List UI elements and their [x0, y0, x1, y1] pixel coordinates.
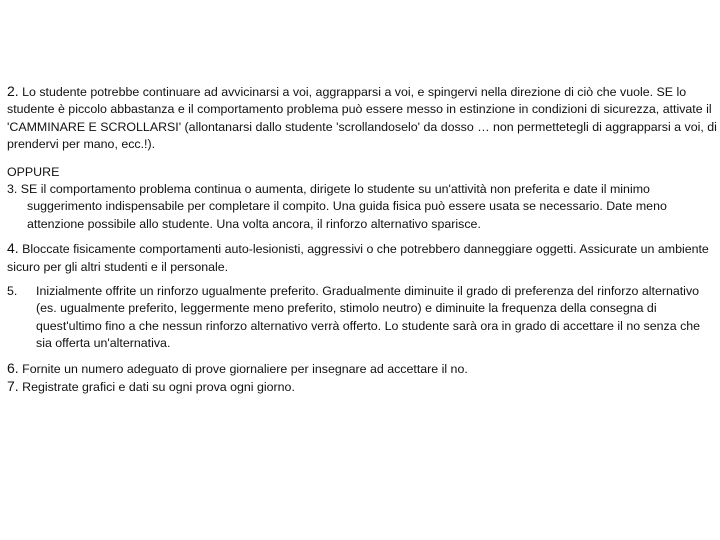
paragraph-5-number: 5.: [7, 284, 18, 299]
spacer: [7, 353, 717, 360]
oppure-label: OPPURE: [7, 164, 60, 179]
paragraph-4: [7, 240, 717, 276]
document-body: [7, 83, 717, 397]
paragraph-2: [7, 83, 717, 154]
spacer: [7, 276, 717, 283]
paragraph-2-number: 2.: [7, 83, 19, 99]
paragraph-6-text: Fornite un numero adeguato di prove giornaliere per insegnare ad accettare il no.: [18, 361, 468, 376]
paragraph-5: [7, 283, 717, 353]
paragraph-4-number: 4.: [7, 240, 19, 257]
paragraph-7-number: 7.: [7, 378, 19, 395]
spacer: [7, 154, 717, 164]
paragraph-7-text: Registrate grafici e dati su ogni prova ogni giorno.: [18, 380, 295, 395]
paragraph-3: 3. SE il comportamento problema continua o aumenta, dirigete lo studente su un'attività non preferita e date il minimo suggerimento indispensabile per completare il compito. Una guida fisica può essere usata se necessario. Date meno attenzione possibile allo studente. Una volta ancora, il rinforzo alternativo sparisce.: [7, 182, 667, 231]
paragraph-5-text: Inizialmente offrite un rinforzo ugualmente preferito. Gradualmente diminuite il grado di preferenza del rinforzo alternativo (es. ugualmente preferito, leggermente meno preferito, stimolo neutro) e diminuite la frequenza della consegna di quest'ultimo fino a che nessun rinforzo alternativo verrà offerto. Lo studente sarà ora in grado di accettare il no senza che sia offerta un'alternativa.: [36, 284, 701, 351]
paragraph-6: [7, 360, 717, 378]
paragraph-7: [7, 378, 717, 396]
spacer: [7, 233, 717, 240]
paragraph-4-text: Bloccate fisicamente comportamenti auto-lesionisti, aggressivi o che potrebbero danneggiare oggetti. Assicurate un ambiente sicuro per gli altri studenti e il personale.: [7, 242, 709, 274]
paragraph-6-number: 6.: [7, 359, 19, 376]
paragraph-2-text: Lo studente potrebbe continuare ad avvicinarsi a voi, aggrapparsi a voi, e spingervi nella direzione di ciò che vuole. SE lo studente è piccolo abbastanza e il comportamento problema può essere messo in estinzione in condizioni di sicurezza, attivate il 'CAMMINARE E SCROLLARSI' (allontanarsi dallo studente 'scrollandoselo' da dosso … non permettetegli di aggrapparsi a voi, di prendervi per mano, ecc.!).: [7, 85, 717, 152]
